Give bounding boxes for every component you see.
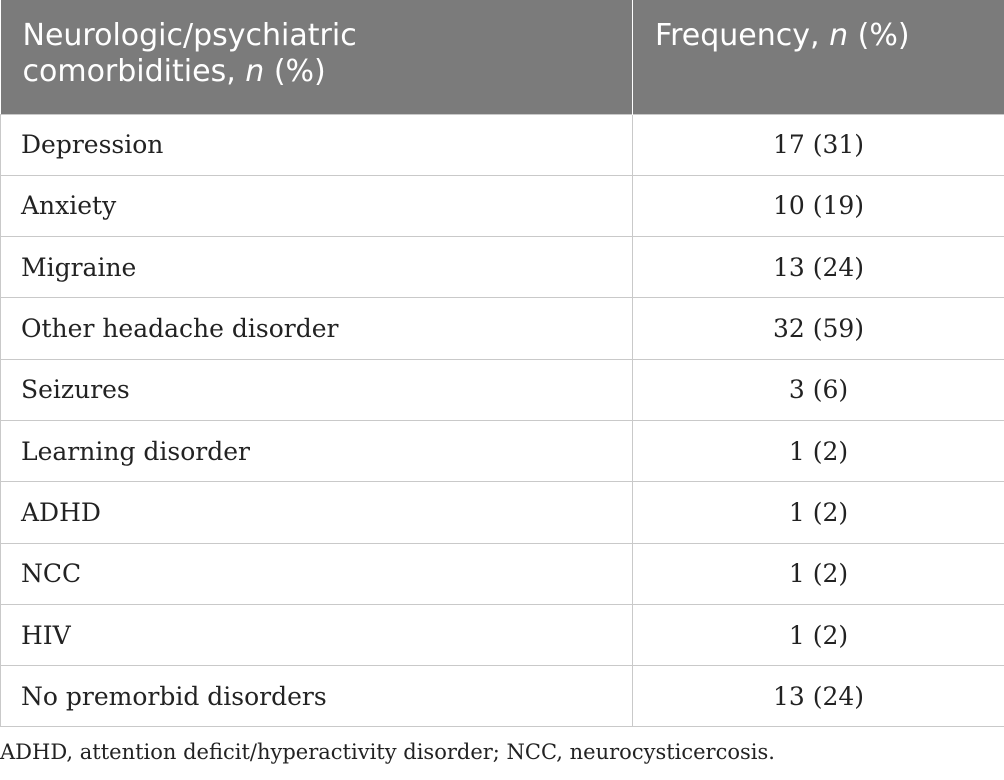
row-label: Learning disorder xyxy=(1,420,633,481)
header-frequency xyxy=(633,0,1004,114)
table-row xyxy=(1,237,1004,298)
row-label: NCC xyxy=(1,543,633,604)
row-label: Anxiety xyxy=(1,175,633,236)
header-frequency-pre: Frequency, xyxy=(655,18,830,53)
row-label: HIV xyxy=(1,604,633,665)
row-value: 32 (59) xyxy=(633,298,1004,359)
row-label: Other headache disorder xyxy=(1,298,633,359)
header-comorbidities-line2-post: (%) xyxy=(264,54,326,89)
row-value: 1 (2) xyxy=(633,420,1004,481)
header-comorbidities-line2-pre: comorbidities, xyxy=(22,54,246,89)
row-label: No premorbid disorders xyxy=(1,666,633,727)
table-row xyxy=(1,420,1004,481)
header-frequency-post: (%) xyxy=(848,18,910,53)
row-value: 3 (6) xyxy=(633,359,1004,420)
table-row xyxy=(1,666,1004,727)
row-label: Seizures xyxy=(1,359,633,420)
row-label: ADHD xyxy=(1,482,633,543)
row-value: 10 (19) xyxy=(633,175,1004,236)
table-footnote: ADHD, attention deficit/hyperactivity disorder; NCC, neurocysticercosis. xyxy=(0,740,775,764)
table-row xyxy=(1,543,1004,604)
row-value: 1 (2) xyxy=(633,604,1004,665)
header-comorbidities xyxy=(1,0,633,114)
row-value: 1 (2) xyxy=(633,482,1004,543)
header-comorbidities-line1: Neurologic/psychiatric xyxy=(22,18,357,53)
table-row xyxy=(1,604,1004,665)
row-value: 1 (2) xyxy=(633,543,1004,604)
row-value: 13 (24) xyxy=(633,237,1004,298)
row-label: Migraine xyxy=(1,237,633,298)
table-row xyxy=(1,114,1004,175)
table-row xyxy=(1,359,1004,420)
header-comorbidities-n: n xyxy=(245,54,265,89)
table-header xyxy=(1,0,1004,114)
header-row xyxy=(1,0,1004,114)
row-value: 13 (24) xyxy=(633,666,1004,727)
table-row xyxy=(1,298,1004,359)
table-row xyxy=(1,175,1004,236)
row-label: Depression xyxy=(1,114,633,175)
table-row xyxy=(1,482,1004,543)
row-value: 17 (31) xyxy=(633,114,1004,175)
header-frequency-n: n xyxy=(829,18,849,53)
table-body xyxy=(1,114,1004,727)
